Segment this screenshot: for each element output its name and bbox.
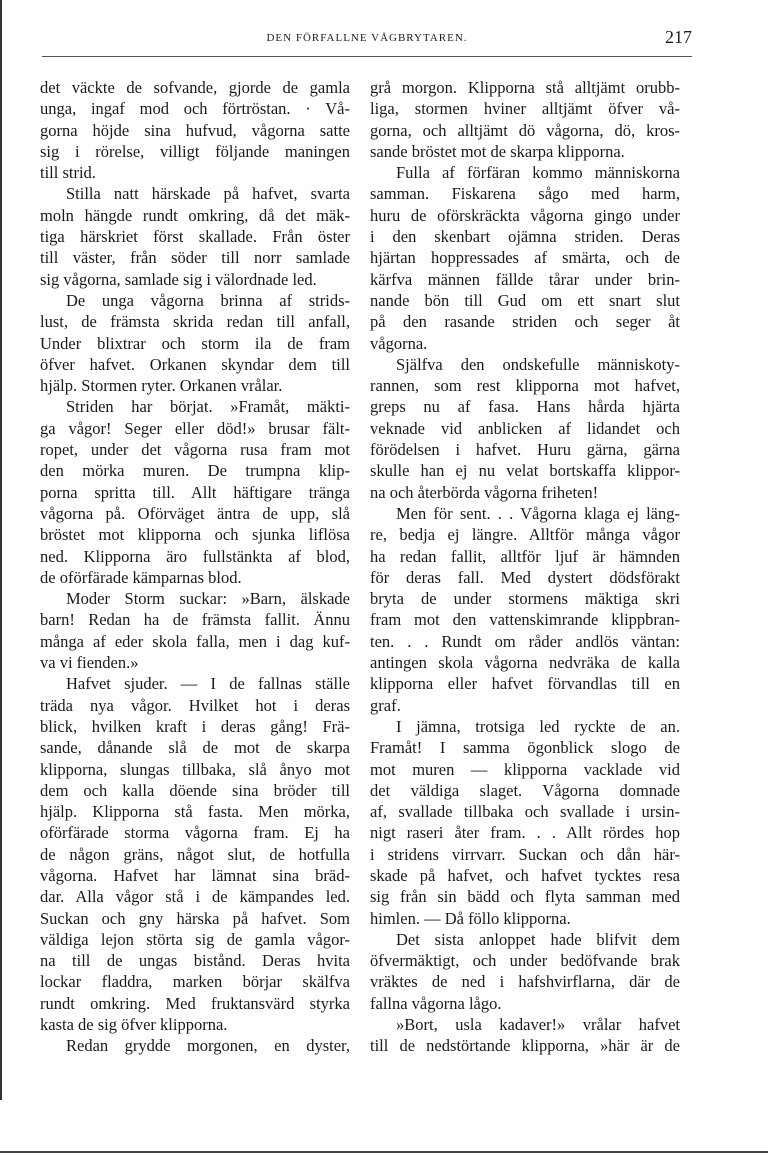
text-line: moln hängde rundt omkring, då det mäk- — [40, 205, 350, 225]
text-line: veknade vid anblicken af lidandet och — [370, 418, 680, 438]
text-line: gorna, och alltjämt dö vågorna, dö, kros- — [370, 120, 680, 140]
text-line: klipporna eller hafvet förvandlas till en — [370, 674, 680, 694]
text-line: den mörka muren. De trumpna klip- — [40, 461, 350, 481]
scan-edge-left — [0, 0, 2, 1100]
paragraph — [370, 354, 680, 503]
text-line: öfvermäktigt, och under bedöfvande brak — [370, 951, 680, 971]
text-line: fram mot den vattenskimrande klippbran- — [370, 610, 680, 630]
text-line: af, svallade tillbaka och svallade i ursin- — [370, 802, 680, 822]
text-line: sig från sin bädd och flyta samman med — [370, 887, 680, 907]
text-line: Redan grydde morgonen, en dyster, — [66, 1036, 350, 1056]
text-line: fallna vågorna lågo. — [370, 993, 502, 1013]
text-line: Framåt! I samma ögonblick slogo de — [370, 738, 680, 758]
text-line: bryta de under stormens mäktiga skri — [370, 589, 680, 609]
text-line: graf. — [370, 695, 401, 715]
text-line: lockar fladdra, marken börjar skälfva — [40, 972, 350, 992]
text-line: barn! Redan ha de främsta fallit. Ännu — [40, 610, 350, 630]
text-line: ga vågor! Seger eller död!» brusar fält- — [40, 418, 350, 438]
text-line: lust, de främsta skrida redan till anfall, — [40, 312, 350, 332]
text-line: vågorna. Hafvet har lämnat sina bräd- — [40, 865, 350, 885]
text-line: kasta de sig öfver klipporna. — [40, 1015, 228, 1035]
text-line: unga, ingaf mod och förtröstan. · Vå- — [40, 99, 350, 119]
text-line: Under blixtrar och storm ila de fram — [40, 333, 350, 353]
header-rule — [42, 56, 692, 57]
text-line: till de nedstörtande klipporna, »här är de — [370, 1036, 680, 1056]
text-line: re, bedja ej längre. Alltför många vågor — [370, 525, 680, 545]
text-line: ropet, under det vågorna rusa fram mot — [40, 440, 350, 460]
right-column — [370, 77, 680, 1057]
text-line: samman. Fiskarena sågo med harm, — [370, 184, 680, 204]
text-line: Själfva den ondskefulle människoty- — [396, 354, 680, 374]
text-line: Stilla natt härskade på hafvet, svarta — [66, 184, 350, 204]
running-title: DEN FÖRFALLNE VÅGBRYTAREN. — [266, 32, 468, 44]
text-line: bröstet mot klipporna och sjunka liflösa — [40, 525, 350, 545]
paragraph — [40, 588, 350, 673]
text-line: i stridens virrvarr. Suckan och dån här- — [370, 844, 680, 864]
text-line: Striden har börjat. »Framåt, mäkti- — [66, 397, 350, 417]
text-line: i den skenbart ojämna striden. Deras — [370, 227, 680, 247]
text-line: vågorna på. Oförväget äntra de upp, slå — [40, 503, 350, 523]
text-line: grå morgon. Klipporna stå alltjämt orubb- — [370, 78, 680, 97]
text-line: mot muren — klipporna vacklade vid — [370, 759, 680, 779]
text-line: på den rasande striden och seger åt — [370, 312, 680, 332]
text-line: de någon gräns, något slut, de hotfulla — [40, 844, 350, 864]
text-line: rannen, som rest klipporna mot hafvet, — [370, 376, 680, 396]
text-line: det väldiga slaget. Vågorna domnade — [370, 780, 680, 800]
text-line: för deras fall. Med dystert dödsförakt — [370, 567, 680, 587]
text-line: det väckte de sofvande, gjorde de gamla — [40, 78, 350, 97]
text-line: väldiga lejon störta sig de gamla vågor- — [40, 929, 350, 949]
text-line: himlen. — Då föllo klipporna. — [370, 908, 571, 928]
text-line: skade på hafvet, och hafvet tycktes resa — [370, 865, 680, 885]
paragraph — [370, 503, 680, 716]
text-line: De unga vågorna brinna af strids- — [66, 290, 350, 310]
page-number: 217 — [665, 27, 692, 47]
paragraph — [370, 1014, 680, 1057]
text-line: Moder Storm suckar: »Barn, älskade — [66, 589, 350, 609]
text-line: Men för sent. . . Vågorna klaga ej läng- — [396, 503, 680, 523]
paragraph — [40, 396, 350, 588]
text-line: liga, stormen hviner alltjämt öfver vå- — [370, 99, 680, 119]
text-line: I jämna, trotsiga led ryckte de an. — [396, 716, 680, 736]
text-line: »Bort, usla kadaver!» vrålar hafvet — [396, 1015, 680, 1035]
text-line: kärfva männen fällde tårar under brin- — [370, 269, 680, 289]
text-line: rundt omkring. Med fruktansvärd styrka — [40, 993, 350, 1013]
text-line: hjälp. Stormen ryter. Orkanen vrålar. — [40, 376, 283, 396]
text-line: nigt raseri åter fram. . . Allt rördes hop — [370, 823, 680, 843]
text-line: förödelsen i hafvet. Huru gärna, gärna — [370, 440, 680, 460]
paragraph — [40, 1035, 350, 1056]
text-line: greps nu af fasa. Hans hårda hjärta — [370, 397, 680, 417]
text-line: sande, dånande slå de mot de skarpa — [40, 738, 350, 758]
text-line: ten. . . Rundt om råder andlös väntan: — [370, 631, 680, 651]
text-line: dem och kalla döende sina bröder till — [40, 780, 350, 800]
text-line: tiga härskriet först skallade. Från öster — [40, 227, 350, 247]
text-line: oförfärade storma vågorna fram. Ej ha — [40, 823, 350, 843]
paragraph — [370, 716, 680, 929]
text-line: sande bröstet mot de skarpa klipporna. — [370, 141, 625, 161]
text-line: de oförfärade kämparnas blod. — [40, 567, 242, 587]
paragraph — [370, 162, 680, 354]
text-line: ned. Klipporna äro fullstänkta af blod, — [40, 546, 350, 566]
paragraph — [370, 929, 680, 1014]
text-line: Det sista anloppet hade blifvit dem — [396, 929, 680, 949]
text-line: många af eder skola falla, men i dag kuf- — [40, 631, 350, 651]
text-line: Suckan och gny härska på hafvet. Som — [40, 908, 350, 928]
text-line: nande bön till Gud om ett snart slut — [370, 290, 680, 310]
paragraph — [370, 77, 680, 162]
text-line: Fulla af förfäran kommo människorna — [396, 163, 680, 183]
text-line: öfver hafvet. Orkanen skyndar dem till — [40, 354, 350, 374]
left-column — [40, 77, 350, 1057]
text-line: na och återbörda vågorna friheten! — [370, 482, 599, 502]
paragraph — [40, 77, 350, 183]
paragraph — [40, 183, 350, 289]
text-line: porna spritta till. Allt häftigare tränga — [40, 482, 350, 502]
scan-edge-bottom — [0, 1151, 768, 1153]
text-line: huru de oförskräckta vågorna gingo under — [370, 205, 680, 225]
text-line: till väster, från söder till norr samlade — [40, 248, 350, 268]
text-line: till strid. — [40, 163, 96, 183]
text-line: blick, hvilken kraft i deras gång! Frä- — [40, 716, 350, 736]
text-line: va vi fienden.» — [40, 653, 139, 673]
text-line: sig i rörelse, villigt följande maningen — [40, 141, 350, 161]
text-line: dar. Alla vågor stå i de kämpandes led. — [40, 887, 350, 907]
text-line: skulle han ej nu velat bortskaffa klippor- — [370, 461, 680, 481]
text-line: antingen skola vågorna nedvräka de kalla — [370, 653, 680, 673]
paragraph — [40, 290, 350, 396]
text-line: hjärtan hoppressades af smärta, och de — [370, 248, 680, 268]
text-line: na till de ungas bistånd. Deras hvita — [40, 951, 350, 971]
paragraph — [40, 673, 350, 1035]
text-line: hjälp. Klipporna stå fasta. Men mörka, — [40, 802, 350, 822]
text-line: Hafvet sjuder. — I de fallnas ställe — [66, 674, 350, 694]
text-line: träda nya vågor. Hvilket hot i deras — [40, 695, 350, 715]
text-line: vräktes de ned i hafshvirflarna, där de — [370, 972, 680, 992]
text-line: sig vågorna, samlade sig i välordnade led. — [40, 269, 317, 289]
text-line: klipporna, slungas tillbaka, slå ånyo mot — [40, 759, 350, 779]
text-line: ha redan fallit, alltför ljuf är hämnden — [370, 546, 680, 566]
running-head — [42, 27, 692, 47]
text-line: vågorna. — [370, 333, 428, 353]
text-line: gorna höjde sina hufvud, vågorna satte — [40, 120, 350, 140]
